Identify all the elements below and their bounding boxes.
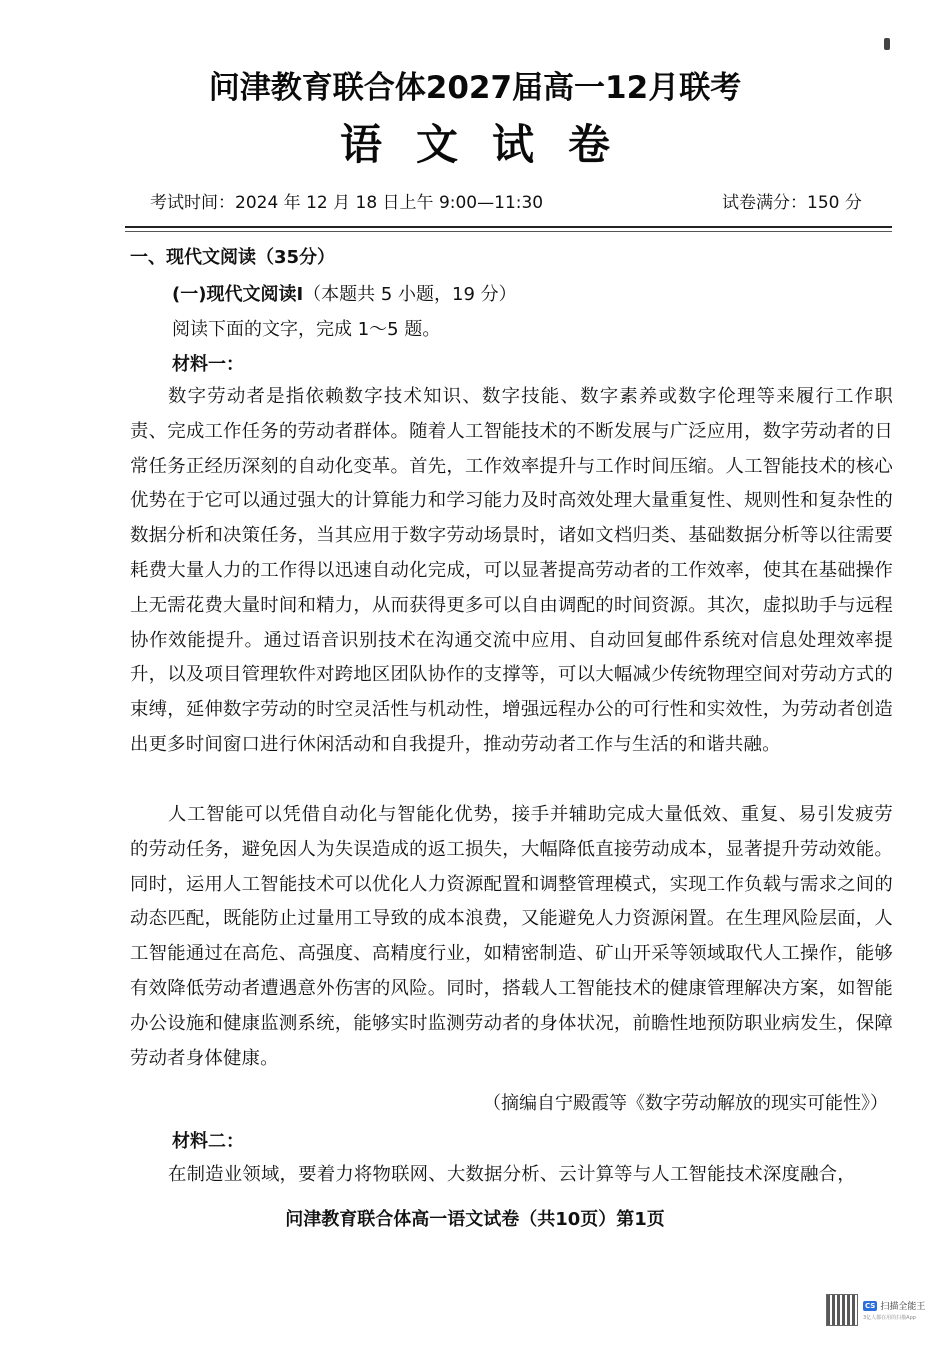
header-divider-thin — [125, 231, 892, 232]
scanner-watermark — [826, 1290, 936, 1330]
subsection-heading — [172, 280, 517, 306]
watermark-brand: 扫描全能王 — [880, 1302, 926, 1312]
subject-title: 语文试卷 — [339, 120, 644, 169]
full-score: 试卷满分：150 分 — [722, 193, 862, 213]
header-divider — [125, 226, 892, 228]
material1-source: （摘编自宁殿霞等《数字劳动解放的现实可能性》） — [483, 1093, 888, 1114]
qr-code-icon — [826, 1294, 858, 1326]
exam-time: 考试时间：2024 年 12 月 18 日上午 9:00—11:30 — [150, 193, 544, 213]
exam-title: 问津教育联合体2027届高一12月联考 — [208, 70, 742, 106]
section-heading: 一、现代文阅读（35分） — [130, 247, 336, 268]
material1-paragraph-1: 数字劳动者是指依赖数字技术知识、数字技能、数字素养或数字伦理等来履行工作职责、完成工作任务的劳动者群体。随着人工智能技术的不断发展与广泛应用，数字劳动者的日常任务正经历深刻的自动化变革。首先，工作效率提升与工作时间压缩。人工智能技术的核心优势在于它可以通过强大的计算能力和学习能力及时高效处理大量重复性、规则性和复杂性的数据分析和决策任务，当其应用于数字劳动场景时，诸如文档归类、基础数据分析等以往需要耗费大量人力的工作得以迅速自动化完成，可以显著提高劳动者的工作效率，使其在基础操作上无需花费大量时间和精力，从而获得更多可以自由调配的时间资源。其次，虚拟助手与远程协作效能提升。通过语音识别技术在沟通交流中应用、自动回复邮件系统对信息处理效率提升，以及项目管理软件对跨地区团队协作的支撑等，可以大幅减少传统物理空间对劳动方式的束缚，延伸数字劳动的时空灵活性与机动性，增强远程办公的可行性和实效性，为劳动者创造出更多时间窗口进行休闲活动和自我提升，推动劳动者工作与生活的和谐共融。 — [130, 386, 893, 755]
material1-heading: 材料一： — [172, 354, 244, 375]
material1-paragraph-2: 人工智能可以凭借自动化与智能化优势，接手并辅助完成大量低效、重复、易引发疲劳的劳动任务，避免因人为失误造成的返工损失，大幅降低直接劳动成本，显著提升劳动效能。同时，运用人工智能技术可以优化人力资源配置和调整管理模式，实现工作负载与需求之间的动态匹配，既能防止过量用工导致的成本浪费，又能避免人力资源闲置。在生理风险层面，人工智能通过在高危、高强度、高精度行业，如精密制造、矿山开采等领域取代人工操作，能够有效降低劳动者遭遇意外伤害的风险。同时，搭载人工智能技术的健康管理解决方案，如智能办公设施和健康监测系统，能够实时监测劳动者的身体状况，前瞻性地预防职业病发生，保障劳动者身体健康。 — [130, 804, 893, 1069]
reading-instruction: 阅读下面的文字，完成 1～5 题。 — [172, 319, 441, 340]
watermark-tagline: 3亿人都在用的扫描App — [863, 1315, 916, 1321]
material2-heading: 材料二： — [172, 1131, 244, 1152]
subsection-title: (一)现代文阅读Ⅰ — [172, 284, 304, 305]
subsection-note: （本题共 5 小题，19 分） — [303, 284, 517, 305]
page-footer: 问津教育联合体高一语文试卷（共10页）第1页 — [285, 1209, 665, 1230]
scan-mark — [884, 38, 890, 50]
cs-logo-icon: CS — [865, 1301, 876, 1310]
material2-paragraph: 在制造业领域，要着力将物联网、大数据分析、云计算等与人工智能技术深度融合， — [168, 1164, 856, 1185]
